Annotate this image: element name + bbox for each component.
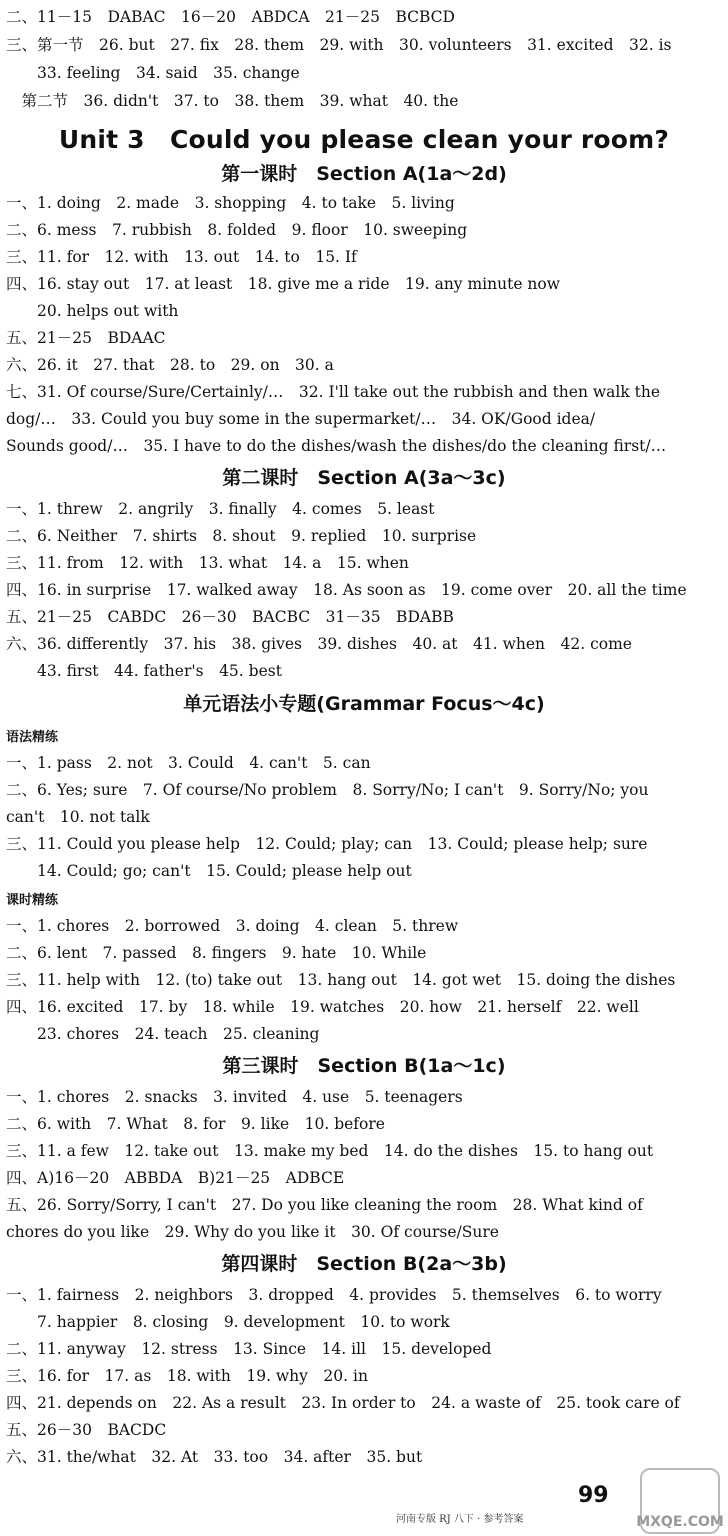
answer-line: 一、1. fairness 2. neighbors 3. dropped 4. provides 5. themselves 6. to worry — [6, 1286, 662, 1304]
answer-line: 一、1. doing 2. made 3. shopping 4. to take 5. living — [6, 194, 455, 212]
answer-line: 一、1. chores 2. borrowed 3. doing 4. clean 5. threw — [6, 917, 459, 935]
answer-line: 一、1. threw 2. angrily 3. finally 4. comes 5. least — [6, 500, 435, 518]
answer-line: 23. chores 24. teach 25. cleaning — [6, 1025, 320, 1043]
answer-line: 二、6. mess 7. rubbish 8. folded 9. floor 10. sweeping — [6, 221, 468, 239]
answer-line: 五、21－25 CABDC 26－30 BACBC 31－35 BDABB — [6, 608, 454, 626]
answer-line: 五、21－25 BDAAC — [6, 329, 166, 347]
answer-line: 33. feeling 34. said 35. change — [6, 64, 300, 82]
watermark-logo: MXQE.COM — [640, 1468, 720, 1534]
answer-line: 二、6. with 7. What 8. for 9. like 10. before — [6, 1115, 385, 1133]
answer-line: 四、16. stay out 17. at least 18. give me a ride 19. any minute now — [6, 275, 561, 293]
answer-line: 7. happier 8. closing 9. development 10. to work — [6, 1313, 450, 1331]
answer-line: 七、31. Of course/Sure/Certainly/… 32. I'll take out the rubbish and then walk the — [6, 383, 661, 401]
section-heading: 第一课时 Section A(1a～2d) — [221, 163, 507, 185]
page-footer: 河南专版 RJ 八下 · 参考答案 — [396, 1514, 524, 1525]
answer-line: 一、1. chores 2. snacks 3. invited 4. use 5. teenagers — [6, 1088, 463, 1106]
answer-line: 三、16. for 17. as 18. with 19. why 20. in — [6, 1367, 368, 1385]
section-heading: 单元语法小专题(Grammar Focus～4c) — [183, 693, 545, 715]
answer-line: 二、11－15 DABAC 16－20 ABDCA 21－25 BCBCD — [6, 8, 455, 26]
section-heading: 第二课时 Section A(3a～3c) — [222, 467, 506, 489]
answer-line: 二、11. anyway 12. stress 13. Since 14. ill 15. developed — [6, 1340, 492, 1358]
answer-line: 四、16. in surprise 17. walked away 18. As soon as 19. come over 20. all the time — [6, 581, 687, 599]
answer-line: 四、16. excited 17. by 18. while 19. watches 20. how 21. herself 22. well — [6, 998, 639, 1016]
unit-title: Unit 3 Could you please clean your room? — [58, 125, 670, 154]
answer-line: chores do you like 29. Why do you like it 30. Of course/Sure — [6, 1223, 499, 1241]
answer-line: Sounds good/… 35. I have to do the dishes/wash the dishes/do the cleaning first/… — [6, 437, 667, 455]
answer-line: 43. first 44. father's 45. best — [6, 662, 282, 680]
answer-line: 三、11. a few 12. take out 13. make my bed 14. do the dishes 15. to hang out — [6, 1142, 654, 1160]
answer-line: 三、11. for 12. with 13. out 14. to 15. If — [6, 248, 357, 266]
answer-line: 三、11. Could you please help 12. Could; play; can 13. Could; please help; sure — [6, 835, 648, 853]
subheading: 课时精练 — [6, 893, 59, 908]
answer-line: 14. Could; go; can't 15. Could; please help out — [6, 862, 412, 880]
answer-line: 第二节 36. didn't 37. to 38. them 39. what 40. the — [6, 92, 459, 110]
answer-line: 三、11. help with 12. (to) take out 13. hang out 14. got wet 15. doing the dishes — [6, 971, 676, 989]
answer-line: 四、21. depends on 22. As a result 23. In order to 24. a waste of 25. took care of — [6, 1394, 680, 1412]
answer-line: can't 10. not talk — [6, 808, 150, 826]
section-heading: 第四课时 Section B(2a～3b) — [221, 1253, 507, 1275]
answer-line: 二、6. lent 7. passed 8. fingers 9. hate 10. While — [6, 944, 427, 962]
subheading: 语法精练 — [6, 730, 59, 745]
answer-line: dog/… 33. Could you buy some in the supermarket/… 34. OK/Good idea/ — [6, 410, 596, 428]
answer-line: 六、26. it 27. that 28. to 29. on 30. a — [6, 356, 334, 374]
answer-line: 五、26－30 BACDC — [6, 1421, 167, 1439]
answer-line: 二、6. Yes; sure 7. Of course/No problem 8. Sorry/No; I can't 9. Sorry/No; you — [6, 781, 649, 799]
answer-line: 三、11. from 12. with 13. what 14. a 15. when — [6, 554, 409, 572]
page-number: 99 — [578, 1483, 609, 1508]
answer-line: 五、26. Sorry/Sorry, I can't 27. Do you like cleaning the room 28. What kind of — [6, 1196, 643, 1214]
answer-line: 六、36. differently 37. his 38. gives 39. dishes 40. at 41. when 42. come — [6, 635, 632, 653]
answer-line: 三、第一节 26. but 27. fix 28. them 29. with 30. volunteers 31. excited 32. is — [6, 36, 672, 54]
section-heading: 第三课时 Section B(1a～1c) — [222, 1055, 506, 1077]
answer-line: 一、1. pass 2. not 3. Could 4. can't 5. can — [6, 754, 371, 772]
answer-line: 四、A)16－20 ABBDA B)21－25 ADBCE — [6, 1169, 345, 1187]
answer-line: 20. helps out with — [6, 302, 179, 320]
answer-line: 六、31. the/what 32. At 33. too 34. after 35. but — [6, 1448, 423, 1466]
answer-line: 二、6. Neither 7. shirts 8. shout 9. replied 10. surprise — [6, 527, 477, 545]
